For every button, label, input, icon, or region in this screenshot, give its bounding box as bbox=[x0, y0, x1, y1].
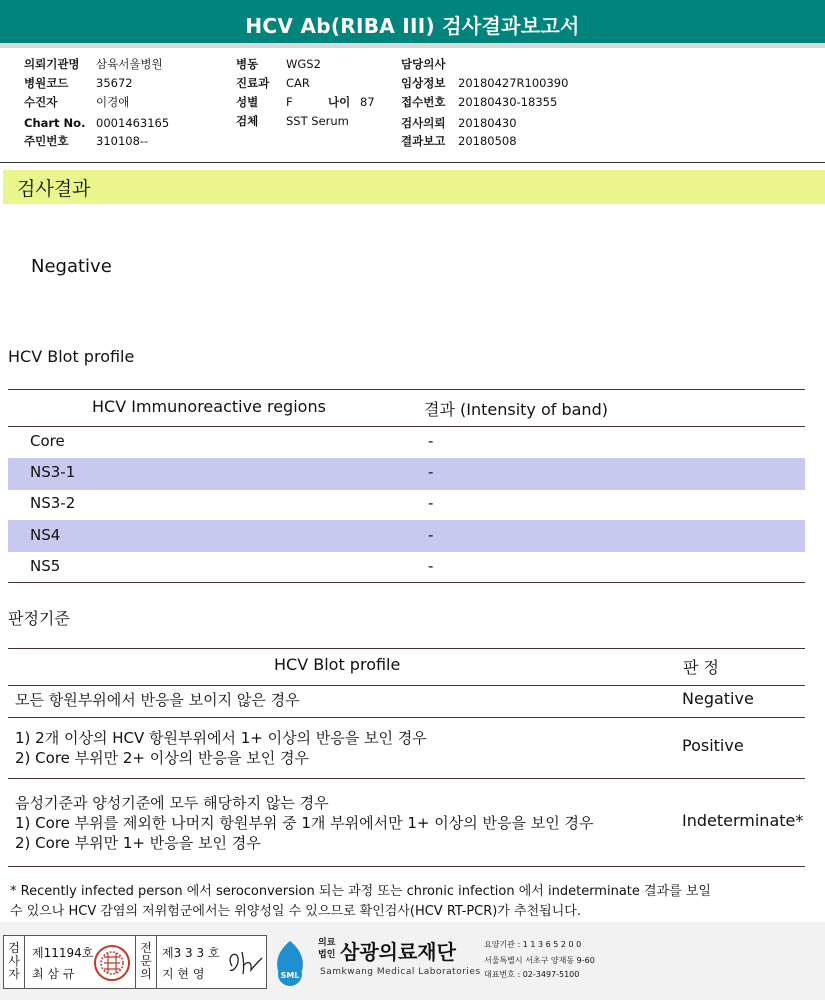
org-phone: 대표번호 : 02-3497-5100 bbox=[484, 970, 580, 979]
label-institution: 의뢰기관명 bbox=[24, 57, 80, 71]
criteria-row-text: 음성기준과 양성기준에 모두 해당하지 않는 경우 bbox=[15, 794, 329, 812]
blot-table-header-line bbox=[8, 426, 805, 427]
label-ward: 병동 bbox=[236, 57, 259, 71]
label-hospital-code: 병원코드 bbox=[24, 76, 69, 90]
result-section-heading: 검사결과 bbox=[17, 178, 91, 200]
label-sex: 성별 bbox=[236, 95, 259, 109]
blot-row-region: Core bbox=[30, 432, 65, 450]
criteria-row-text: 1) 2개 이상의 HCV 항원부위에서 1+ 이상의 반응을 보인 경우 bbox=[15, 729, 427, 747]
checker-label-char: 문 bbox=[140, 954, 152, 968]
checker-license-no: 제3 3 3 호 bbox=[162, 946, 220, 960]
sml-logo-icon bbox=[270, 937, 310, 987]
blot-row-region: NS5 bbox=[30, 557, 61, 575]
label-doctor: 담당의사 bbox=[401, 57, 446, 71]
value-institution: 삼육서울병원 bbox=[96, 57, 163, 71]
org-code: 요양기관 : 1 1 3 6 5 2 0 0 bbox=[484, 940, 582, 949]
label-chart-no: Chart No. bbox=[24, 116, 86, 130]
checker-name: 지 현 영 bbox=[162, 967, 205, 981]
label-department: 진료과 bbox=[236, 76, 270, 90]
footnote-line: * Recently infected person 에서 seroconversion 되는 과정 또는 chronic infection 에서 indeterminate 결과를 보일 bbox=[10, 884, 711, 899]
blot-row-result: - bbox=[428, 526, 434, 544]
criteria-table-bottom-line bbox=[8, 866, 805, 867]
header-divider bbox=[0, 162, 825, 163]
overall-result: Negative bbox=[31, 256, 112, 277]
patient-info-col2 bbox=[236, 55, 396, 155]
criteria-row-text: 2) Core 부위만 2+ 이상의 반응을 보인 경우 bbox=[15, 749, 309, 767]
report-title: HCV Ab(RIBA III) 검사결과보고서 bbox=[245, 14, 580, 38]
value-patient: 이경애 bbox=[96, 95, 130, 109]
label-request-date: 검사의뢰 bbox=[401, 116, 446, 130]
criteria-header-verdict: 판 정 bbox=[683, 658, 719, 677]
criteria-title: 판정기준 bbox=[8, 609, 70, 628]
criteria-row-line bbox=[8, 778, 805, 779]
tester-label-cell bbox=[4, 936, 25, 988]
tester-seal-icon bbox=[92, 943, 132, 983]
org-english-name: Samkwang Medical Laboratories bbox=[320, 967, 481, 977]
signature-mark bbox=[224, 946, 264, 980]
blot-table-top-line bbox=[8, 389, 805, 390]
footnote-line: 수 있으나 HCV 감염의 저위험군에서는 위양성일 수 있으므로 확인검사(HCV RT-PCR)가 추천됩니다. bbox=[10, 904, 581, 919]
value-chart-no: 0001463165 bbox=[96, 116, 170, 130]
org-prefix-top: 의료 bbox=[318, 938, 336, 948]
footnote bbox=[10, 882, 820, 922]
result-section-band bbox=[3, 170, 825, 204]
patient-info-col1 bbox=[24, 55, 224, 155]
label-patient: 수진자 bbox=[24, 95, 58, 109]
label-specimen: 검체 bbox=[236, 114, 259, 128]
checker-label-cell bbox=[135, 936, 157, 988]
blot-header-result: 결과 (Intensity of band) bbox=[424, 400, 608, 419]
criteria-header-line bbox=[8, 685, 805, 686]
value-resident-no: 310108-- bbox=[96, 134, 149, 148]
label-report-date: 결과보고 bbox=[401, 134, 446, 148]
value-department: CAR bbox=[286, 76, 310, 90]
criteria-table-top-line bbox=[8, 648, 805, 649]
blot-row-shade bbox=[8, 520, 805, 552]
tester-label-char: 검 bbox=[8, 941, 20, 955]
criteria-row-text: 2) Core 부위만 1+ 반응을 보인 경우 bbox=[15, 834, 261, 852]
blot-row-region: NS3-1 bbox=[30, 463, 76, 481]
blot-row-result: - bbox=[428, 432, 434, 450]
criteria-row-verdict: Negative bbox=[682, 689, 754, 708]
blot-header-region: HCV Immunoreactive regions bbox=[92, 397, 326, 416]
criteria-row-line bbox=[8, 717, 805, 718]
label-receipt-no: 접수번호 bbox=[401, 95, 446, 109]
value-ward: WGS2 bbox=[286, 57, 321, 71]
blot-row-result: - bbox=[428, 463, 434, 481]
label-clinical-info: 임상정보 bbox=[401, 76, 446, 90]
value-clinical-info: 20180427R100390 bbox=[458, 76, 569, 90]
value-receipt-no: 20180430-18355 bbox=[458, 95, 558, 109]
tester-license-no: 제11194호 bbox=[32, 946, 94, 960]
criteria-header-profile: HCV Blot profile bbox=[274, 655, 401, 674]
blot-row-result: - bbox=[428, 494, 434, 512]
value-age: 87 bbox=[360, 95, 375, 109]
patient-info-col3 bbox=[401, 55, 601, 155]
label-resident-no: 주민번호 bbox=[24, 134, 69, 148]
report-title-bar bbox=[0, 0, 825, 48]
org-name: 삼광의료재단 bbox=[340, 940, 456, 964]
tester-label-char: 사 bbox=[8, 954, 20, 968]
criteria-row-verdict: Positive bbox=[682, 736, 744, 755]
logo-text: SML bbox=[280, 971, 300, 980]
checker-label-char: 전 bbox=[140, 941, 152, 955]
value-specimen: SST Serum bbox=[286, 114, 349, 128]
criteria-row-text: 모든 항원부위에서 반응을 보이지 않은 경우 bbox=[15, 691, 300, 709]
blot-table-bottom-line bbox=[8, 582, 805, 583]
organization-logo bbox=[270, 935, 600, 989]
value-report-date: 20180508 bbox=[458, 134, 517, 148]
blot-row-region: NS3-2 bbox=[30, 494, 76, 512]
checker-label-char: 의 bbox=[140, 967, 152, 981]
value-hospital-code: 35672 bbox=[96, 76, 133, 90]
criteria-row-verdict: Indeterminate* bbox=[682, 811, 804, 830]
label-age: 나이 bbox=[328, 95, 351, 109]
value-sex: F bbox=[286, 95, 293, 109]
org-prefix-bottom: 법인 bbox=[318, 950, 336, 960]
signature-box bbox=[3, 935, 267, 989]
blot-row-result: - bbox=[428, 557, 434, 575]
blot-row-region: NS4 bbox=[30, 526, 61, 544]
tester-name: 최 삼 규 bbox=[32, 967, 75, 981]
value-request-date: 20180430 bbox=[458, 116, 517, 130]
blot-profile-title: HCV Blot profile bbox=[8, 347, 135, 366]
org-address: 서울특별시 서초구 양재동 9-60 bbox=[484, 956, 595, 965]
blot-row-shade bbox=[8, 458, 805, 490]
criteria-row-text: 1) Core 부위를 제외한 나머지 항원부위 중 1개 부위에서만 1+ 이상의 반응을 보인 경우 bbox=[15, 814, 594, 832]
tester-label-char: 자 bbox=[8, 967, 20, 981]
